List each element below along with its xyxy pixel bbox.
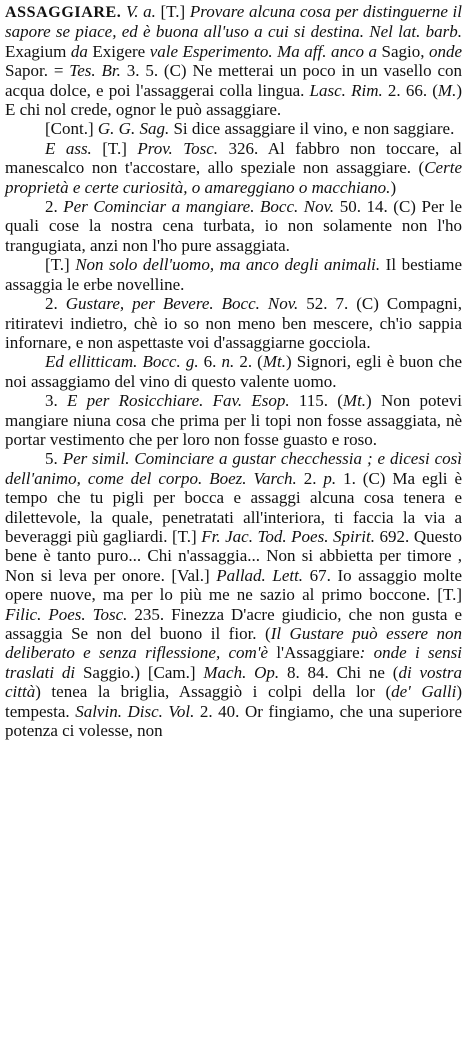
text-segment: ) tenea la briglia, Assaggiò i colpi della lor ( bbox=[35, 682, 392, 702]
entry-paragraph bbox=[5, 119, 462, 138]
text-segment: Exigere bbox=[92, 41, 150, 61]
text-segment: Mt. bbox=[262, 352, 286, 372]
entry-paragraph bbox=[5, 391, 462, 449]
text-segment: E ass. bbox=[45, 138, 103, 158]
text-segment: Salvin. Disc. Vol. bbox=[75, 701, 200, 721]
text-segment: 2. 40. Or fingiamo, che una superiore potenza ci volesse, non bbox=[5, 701, 462, 741]
text-segment: 67. Io assaggio molte opere nuove, ma per lo più me ne sazio al primo boccone. [T.] bbox=[5, 565, 463, 605]
entry-paragraph bbox=[5, 352, 462, 391]
entry-paragraph bbox=[5, 139, 462, 197]
text-segment: 2. bbox=[303, 468, 324, 488]
text-segment: Mt. bbox=[342, 391, 367, 411]
text-segment: [T.] bbox=[102, 138, 138, 158]
text-segment: [T.] bbox=[45, 255, 76, 275]
text-segment: 6. bbox=[203, 352, 222, 372]
entry-paragraph bbox=[5, 449, 462, 740]
text-segment: onde bbox=[428, 41, 462, 61]
entry-headword: ASSAGGIARE. bbox=[5, 4, 122, 21]
text-segment: 2. bbox=[45, 294, 66, 314]
text-segment: di vostra città bbox=[5, 662, 462, 702]
text-segment: Mach. Op. bbox=[203, 662, 287, 682]
text-segment: Certe proprietà e certe curiosità, o amareggiano o macchiano. bbox=[5, 158, 462, 197]
text-segment: 8. 84. Chi ne ( bbox=[286, 662, 399, 682]
text-segment: E per Rosicchiare. Fav. Esop. bbox=[67, 391, 299, 411]
text-segment: [T.] bbox=[160, 2, 190, 21]
text-segment: Sagio, bbox=[381, 41, 429, 61]
entry-paragraph bbox=[5, 255, 462, 294]
entry-paragraph bbox=[5, 294, 462, 352]
text-segment: Ed ellitticam. Bocc. g. bbox=[45, 352, 204, 372]
text-segment: [Cont.] bbox=[45, 119, 98, 139]
text-segment: Per Cominciar a mangiare. Bocc. Nov. bbox=[63, 197, 340, 217]
text-segment: Pallad. Lett. bbox=[216, 565, 310, 585]
text-segment: ) bbox=[390, 177, 397, 197]
text-segment: : onde i sensi traslati di bbox=[5, 643, 462, 682]
text-segment: Gustare, per Bevere. Bocc. Nov. bbox=[65, 294, 307, 314]
text-segment: 235. Finezza D'acre giudicio, che non gusta e assaggia Se non del buono il fior. ( bbox=[5, 604, 463, 643]
text-segment: 3. bbox=[45, 391, 68, 411]
text-segment: n. bbox=[221, 352, 240, 372]
text-segment: ) Non potevi mangiare niuna cosa che prima per li topi non fosse assaggiata, nè portar vestimento che per loro non fosse guasto e roso. bbox=[5, 391, 463, 449]
text-segment: 3. 5. (C) Ne metterai un poco in un vasello con acqua dolce, e poi l'assaggerai colla lingua. bbox=[5, 61, 463, 100]
text-segment: Sapor. = bbox=[5, 61, 70, 81]
text-segment: M. bbox=[437, 80, 457, 100]
text-segment: 326. Al fabbro non toccare, al manescalco non t'accostare, allo speziale non assaggiare. ( bbox=[5, 138, 462, 178]
text-segment: de' Galli bbox=[391, 682, 457, 702]
text-segment: Tes. Br. bbox=[69, 61, 127, 81]
text-segment: 5. bbox=[45, 449, 63, 469]
text-segment: Filic. Poes. Tosc. bbox=[5, 604, 135, 624]
text-segment: ) E chi nol crede, ognor le può assaggiare. bbox=[5, 80, 462, 120]
text-segment: 692. Questo bene è tanto puro... Chi n'assaggia... Non si abbietta per timore , Non si leva per onore. [Val.] bbox=[5, 526, 462, 585]
text-segment: Fr. Jac. Tod. Poes. Spirit. bbox=[201, 526, 380, 546]
text-segment: Saggio.) [Cam.] bbox=[82, 662, 204, 682]
entry-paragraph bbox=[5, 2, 462, 119]
text-segment: G. G. Sag. bbox=[97, 119, 174, 139]
text-segment: Il bestiame assaggia le erbe novelline. bbox=[5, 255, 462, 294]
text-segment: ) Signori, egli è buon che noi assaggiamo del vino di questo valente uomo. bbox=[5, 352, 463, 391]
text-segment: Exagium bbox=[5, 41, 71, 61]
text-segment: 52. 7. (C) Compagni, ritiratevi indietro, chè io so non meno ben mescere, ch'io sappia infornare, e non aspettaste voi d'assaggiarne gocciola. bbox=[5, 294, 463, 352]
text-segment: V. a. bbox=[121, 2, 161, 21]
text-segment: ) tempesta. bbox=[5, 682, 462, 721]
text-segment: 50. 14. (C) Per le quali cose la nostra cena turbata, io non solamente non l'ho trangugiata, anzi non l'ho pure assaggiata. bbox=[5, 197, 462, 255]
text-segment: 2. bbox=[45, 197, 64, 217]
text-segment: Per simil. Cominciare a gustar checchessia ; e dicesi così dell'animo, come del corpo. Boez. Varch. bbox=[5, 449, 462, 488]
entry-paragraph bbox=[5, 197, 462, 255]
text-segment: 2. ( bbox=[239, 352, 263, 372]
text-segment: Il Gustare può essere non deliberato e senza riflessione, com'è bbox=[5, 624, 462, 663]
text-segment: Lasc. Rim. bbox=[309, 80, 388, 100]
text-segment: Non solo dell'uomo, ma anco degli animali. bbox=[75, 255, 386, 275]
text-segment: 1. (C) Ma egli è tempo che tu pigli per bocca e assaggi alcuna cosa tenera e dilettevole, la quale, penetratati all'interiora, ti faccia la via a beveraggi più gagliardi. [T.] bbox=[5, 468, 463, 546]
text-segment: 2. 66. ( bbox=[387, 80, 438, 100]
text-segment: Si dice assaggiare il vino, e non saggiare. bbox=[173, 119, 455, 139]
text-segment: Provare alcuna cosa per distinguerne il sapore se piace, ed è buona all'uso a cui si destina. Nel lat. barb. bbox=[5, 2, 463, 42]
text-segment: da bbox=[70, 41, 93, 61]
text-segment: vale Esperimento. Ma aff. anco a bbox=[149, 41, 382, 61]
text-segment: 115. ( bbox=[298, 391, 343, 411]
text-segment: l'Assaggiare bbox=[276, 643, 360, 663]
text-segment: p. bbox=[323, 468, 344, 488]
text-segment: Prov. Tosc. bbox=[137, 138, 229, 158]
